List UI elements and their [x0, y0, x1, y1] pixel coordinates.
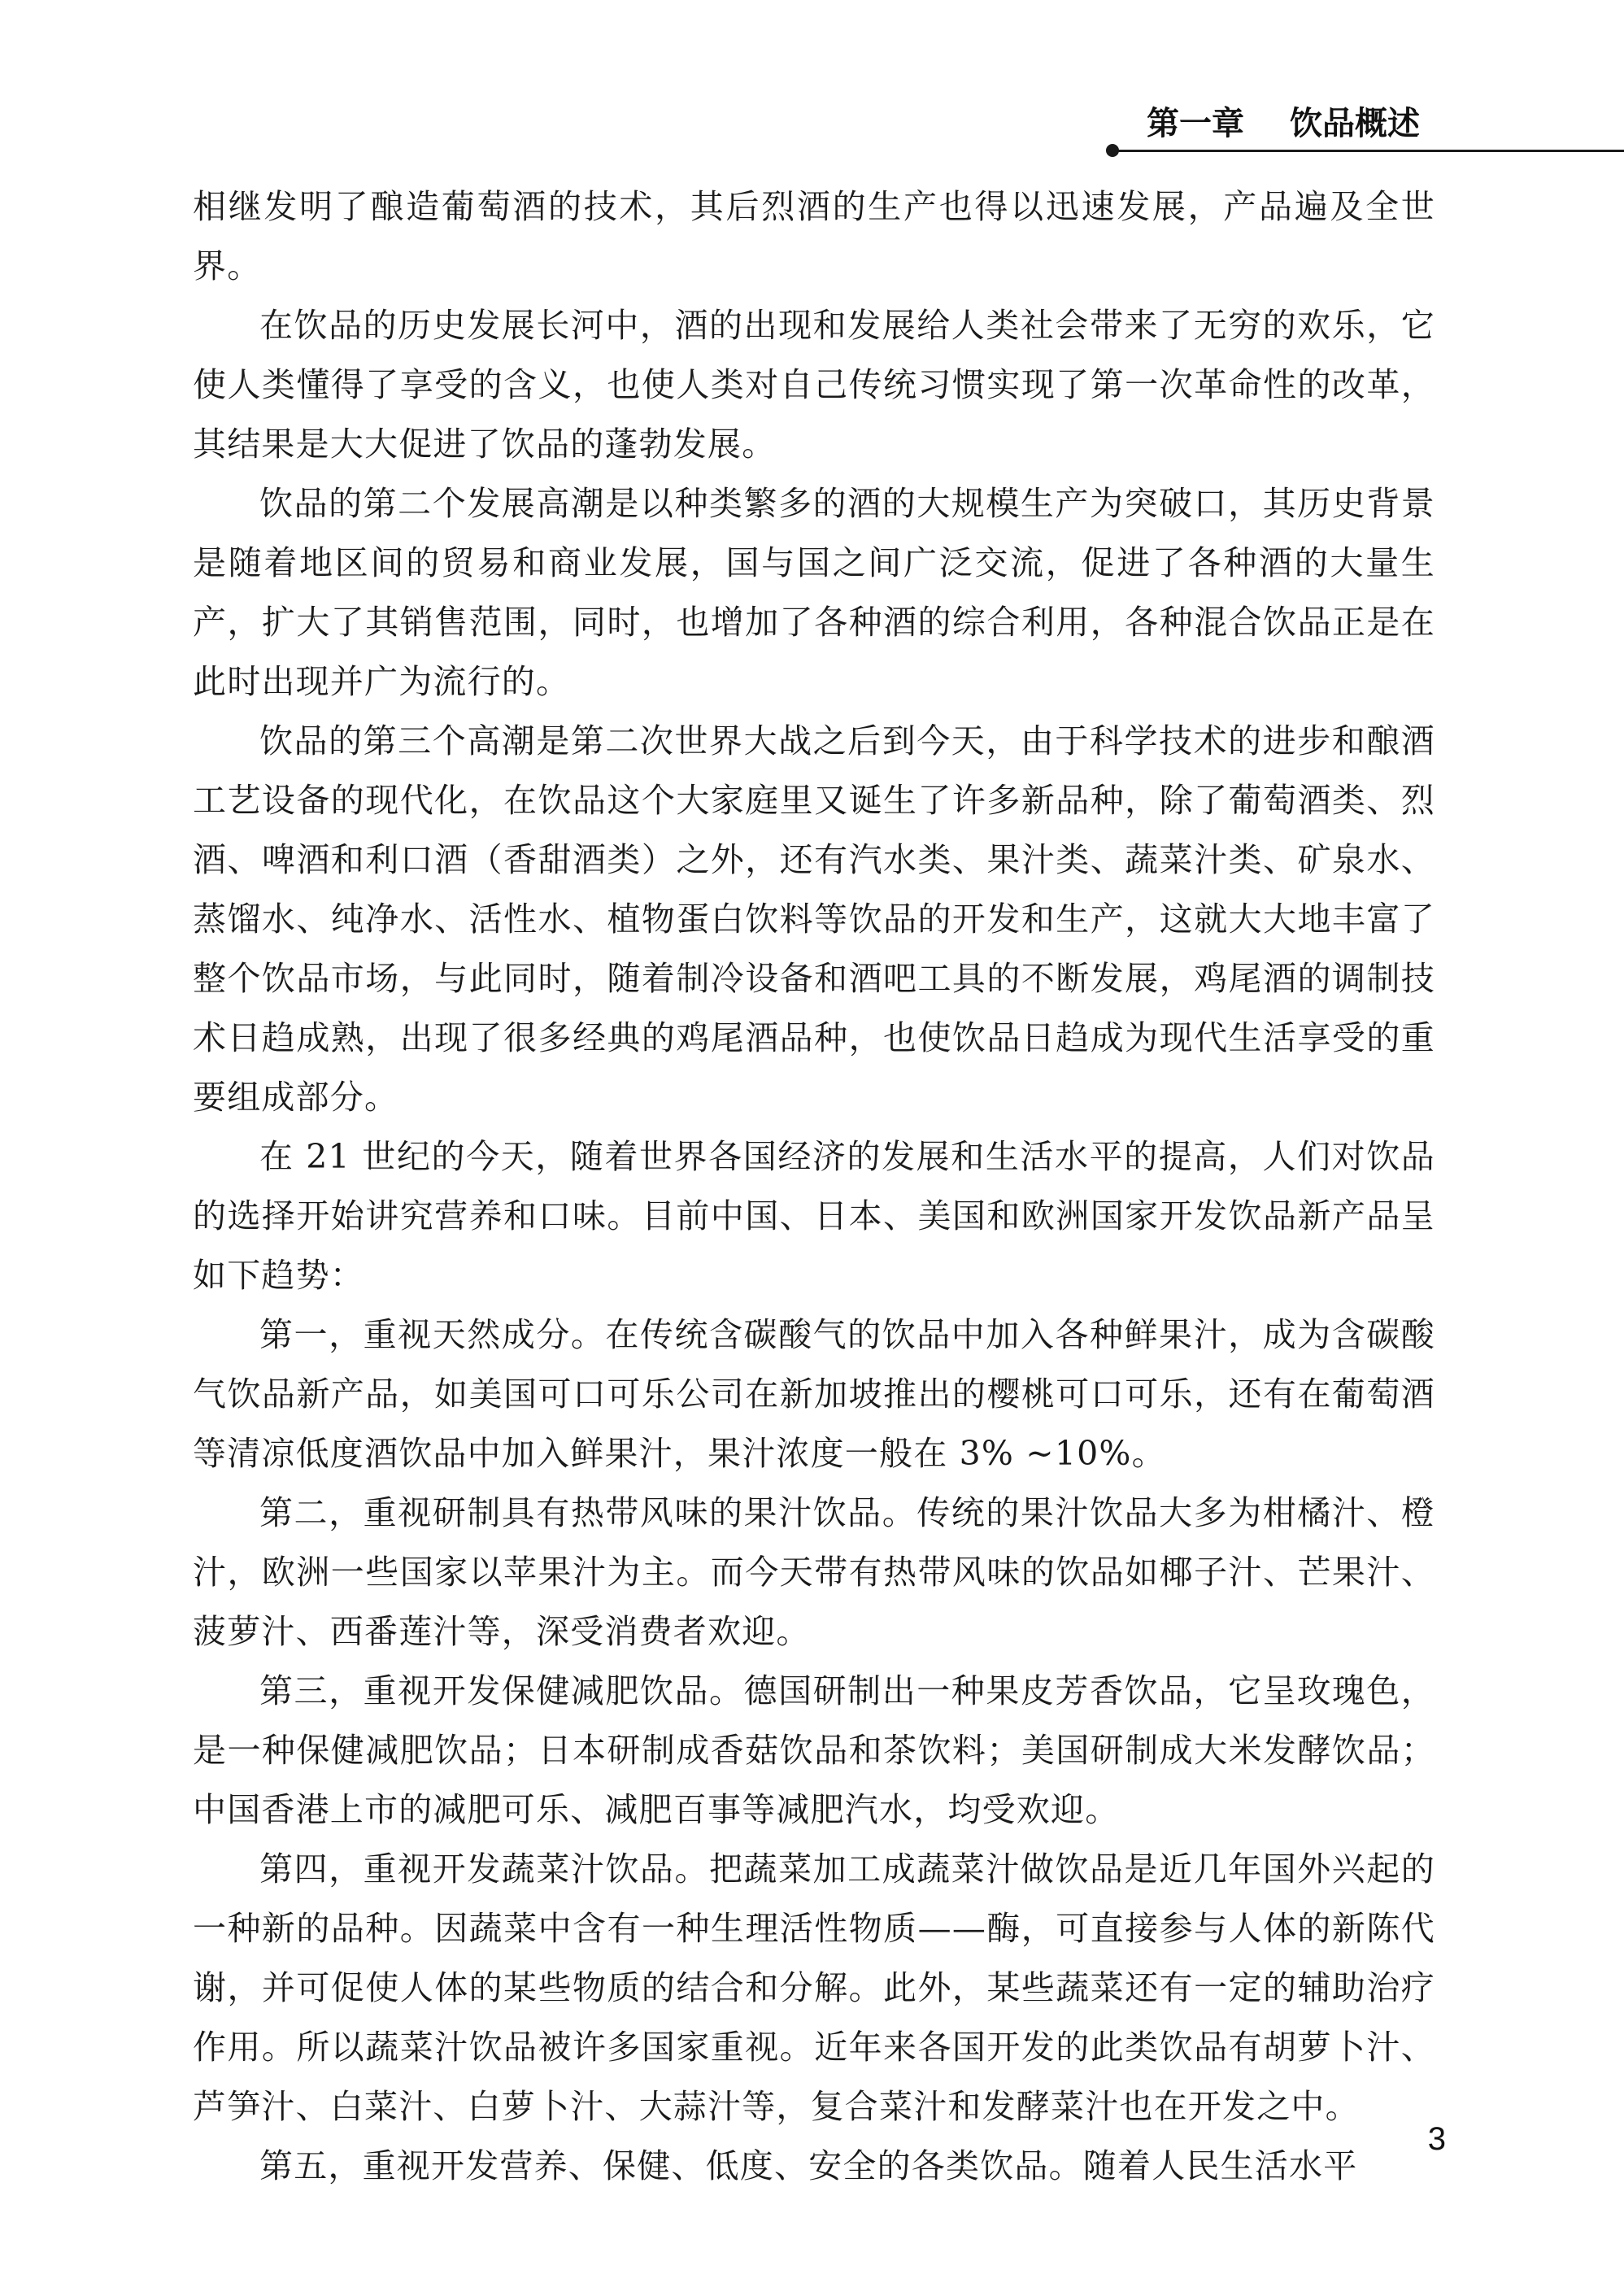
chapter-number: 第一章 — [1147, 105, 1244, 142]
paragraph: 第四，重视开发蔬菜汁饮品。把蔬菜加工成蔬菜汁做饮品是近几年国外兴起的一种新的品种。因蔬菜中含有一种生理活性物质——酶，可直接参与人体的新陈代谢，并可促使人体的某些物质的结合和分解。此外，某些蔬菜还有一定的辅助治疗作用。所以蔬菜汁饮品被许多国家重视。近年来各国开发的此类饮品有胡萝卜汁、芦笋汁、白菜汁、白萝卜汁、大蒜汁等，复合菜汁和发酵菜汁也在开发之中。 — [193, 1849, 1435, 2126]
body-text — [193, 177, 1435, 2196]
paragraph-continuation: 相继发明了酿造葡萄酒的技术，其后烈酒的生产也得以迅速发展，产品遍及全世界。 — [193, 187, 1435, 285]
chapter-title: 饮品概述 — [1290, 105, 1420, 142]
page-number: 3 — [1427, 2121, 1446, 2157]
paragraph: 在 21 世纪的今天，随着世界各国经济的发展和生活水平的提高，人们对饮品的选择开始讲究营养和口味。目前中国、日本、美国和欧洲国家开发饮品新产品呈如下趋势： — [193, 1137, 1435, 1295]
running-header — [1147, 99, 1456, 148]
paragraph: 在饮品的历史发展长河中，酒的出现和发展给人类社会带来了无穷的欢乐，它使人类懂得了享受的含义，也使人类对自己传统习惯实现了第一次革命性的改革，其结果是大大促进了饮品的蓬勃发展。 — [193, 306, 1435, 464]
paragraph: 第三，重视开发保健减肥饮品。德国研制出一种果皮芳香饮品，它呈玫瑰色，是一种保健减肥饮品；日本研制成香菇饮品和茶饮料；美国研制成大米发酵饮品；中国香港上市的减肥可乐、减肥百事等减肥汽水，均受欢迎。 — [193, 1671, 1435, 1829]
header-rule — [1112, 150, 1624, 152]
paragraph: 饮品的第二个发展高潮是以种类繁多的酒的大规模生产为突破口，其历史背景是随着地区间的贸易和商业发展，国与国之间广泛交流，促进了各种酒的大量生产，扩大了其销售范围，同时，也增加了各种酒的综合利用，各种混合饮品正是在此时出现并广为流行的。 — [193, 484, 1435, 701]
paragraph: 饮品的第三个高潮是第二次世界大战之后到今天，由于科学技术的进步和酿酒工艺设备的现代化，在饮品这个大家庭里又诞生了许多新品种，除了葡萄酒类、烈酒、啤酒和利口酒（香甜酒类）之外，还有汽水类、果汁类、蔬菜汁类、矿泉水、蒸馏水、纯净水、活性水、植物蛋白饮料等饮品的开发和生产，这就大大地丰富了整个饮品市场，与此同时，随着制冷设备和酒吧工具的不断发展，鸡尾酒的调制技术日趋成熟，出现了很多经典的鸡尾酒品种，也使饮品日趋成为现代生活享受的重要组成部分。 — [193, 721, 1435, 1117]
paragraph: 第一，重视天然成分。在传统含碳酸气的饮品中加入各种鲜果汁，成为含碳酸气饮品新产品，如美国可口可乐公司在新加坡推出的樱桃可口可乐，还有在葡萄酒等清凉低度酒饮品中加入鲜果汁，果汁浓度一般在 3% ~10%。 — [193, 1315, 1435, 1473]
paragraph: 第二，重视研制具有热带风味的果汁饮品。传统的果汁饮品大多为柑橘汁、橙汁，欧洲一些国家以苹果汁为主。而今天带有热带风味的饮品如椰子汁、芒果汁、菠萝汁、西番莲汁等，深受消费者欢迎。 — [193, 1493, 1435, 1651]
paragraph: 第五，重视开发营养、保健、低度、安全的各类饮品。随着人民生活水平 — [259, 2146, 1358, 2185]
